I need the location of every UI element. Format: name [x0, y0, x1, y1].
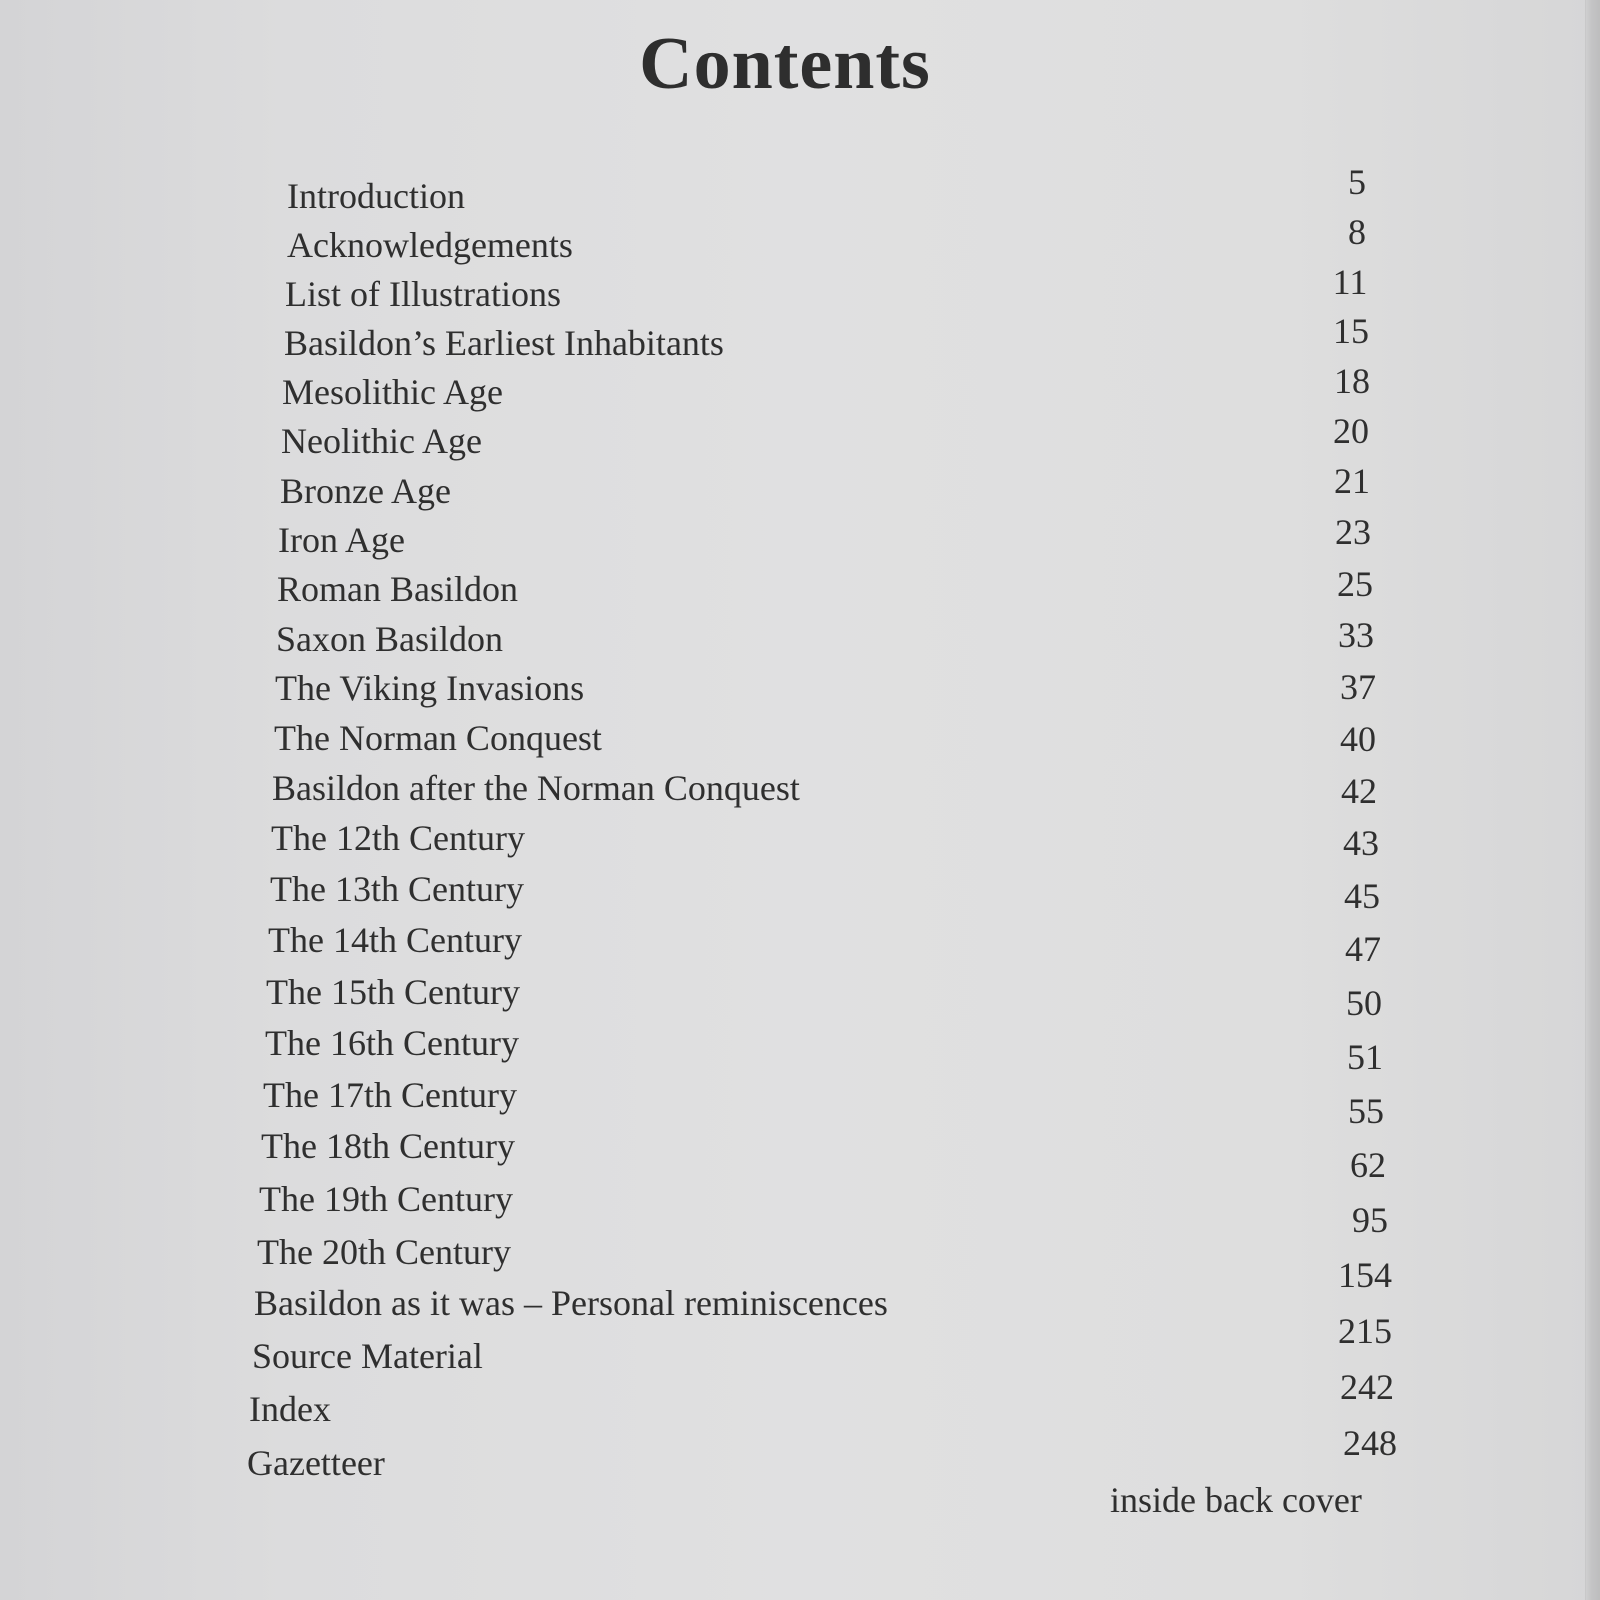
entry-title: Source Material — [252, 1336, 483, 1376]
entry-page-number: 37 — [1340, 667, 1376, 707]
entry-page-number: 11 — [1332, 262, 1368, 302]
entry-page-number: 40 — [1340, 719, 1376, 759]
entry-page-number: 33 — [1338, 615, 1374, 655]
entry-page-number: 42 — [1341, 771, 1377, 811]
entry-page-number: 18 — [1334, 361, 1370, 401]
entry-page-number: 5 — [1348, 162, 1366, 202]
entry-title: Basildon as it was – Personal reminiscences — [254, 1283, 888, 1323]
entry-title: The 15th Century — [266, 972, 520, 1012]
entry-title: Neolithic Age — [281, 421, 482, 461]
entry-title: Iron Age — [278, 520, 405, 560]
entry-page-number: 62 — [1350, 1145, 1386, 1185]
entry-page-number: 154 — [1338, 1255, 1392, 1295]
entry-title: The 18th Century — [261, 1126, 515, 1166]
entry-page-number: 15 — [1333, 311, 1369, 351]
entry-page-number: 55 — [1348, 1091, 1384, 1131]
entry-page-number: 20 — [1333, 411, 1369, 451]
entry-page-number: inside back cover — [1110, 1480, 1362, 1520]
entry-page-number: 25 — [1337, 564, 1373, 604]
entry-page-number: 43 — [1343, 823, 1379, 863]
entry-title: The 19th Century — [259, 1179, 513, 1219]
entry-title: The Norman Conquest — [274, 718, 602, 758]
entry-title: Acknowledgements — [287, 225, 573, 265]
entry-title: Gazetteer — [247, 1443, 385, 1483]
entry-title: The 20th Century — [257, 1232, 511, 1272]
entry-title: The 13th Century — [270, 869, 524, 909]
entry-page-number: 50 — [1346, 983, 1382, 1023]
entry-title: The Viking Invasions — [275, 668, 585, 708]
entry-page-number: 45 — [1344, 876, 1380, 916]
entry-title: Roman Basildon — [277, 569, 518, 609]
entry-title: Basildon’s Earliest Inhabitants — [284, 323, 724, 363]
entry-page-number: 95 — [1352, 1200, 1388, 1240]
entry-title: Basildon after the Norman Conquest — [272, 768, 800, 808]
entry-page-number: 242 — [1340, 1367, 1394, 1407]
entry-title: The 16th Century — [265, 1023, 519, 1063]
entry-title: Introduction — [287, 176, 465, 216]
entry-title: The 17th Century — [263, 1075, 517, 1115]
entry-title: List of Illustrations — [285, 274, 561, 314]
entry-page-number: 51 — [1347, 1037, 1383, 1077]
entry-page-number: 8 — [1348, 212, 1366, 252]
entry-page-number: 215 — [1338, 1311, 1392, 1351]
entry-page-number: 21 — [1334, 461, 1370, 501]
entry-title: Saxon Basildon — [276, 619, 504, 659]
entry-title: Bronze Age — [280, 471, 451, 511]
entry-page-number: 23 — [1335, 512, 1371, 552]
entry-page-number: 47 — [1345, 929, 1381, 969]
entry-title: The 14th Century — [268, 920, 522, 960]
page-title: Contents — [639, 23, 931, 105]
entry-title: The 12th Century — [271, 818, 525, 858]
entry-title: Mesolithic Age — [282, 372, 503, 412]
entry-page-number: 248 — [1343, 1423, 1397, 1463]
entry-title: Index — [249, 1389, 331, 1429]
